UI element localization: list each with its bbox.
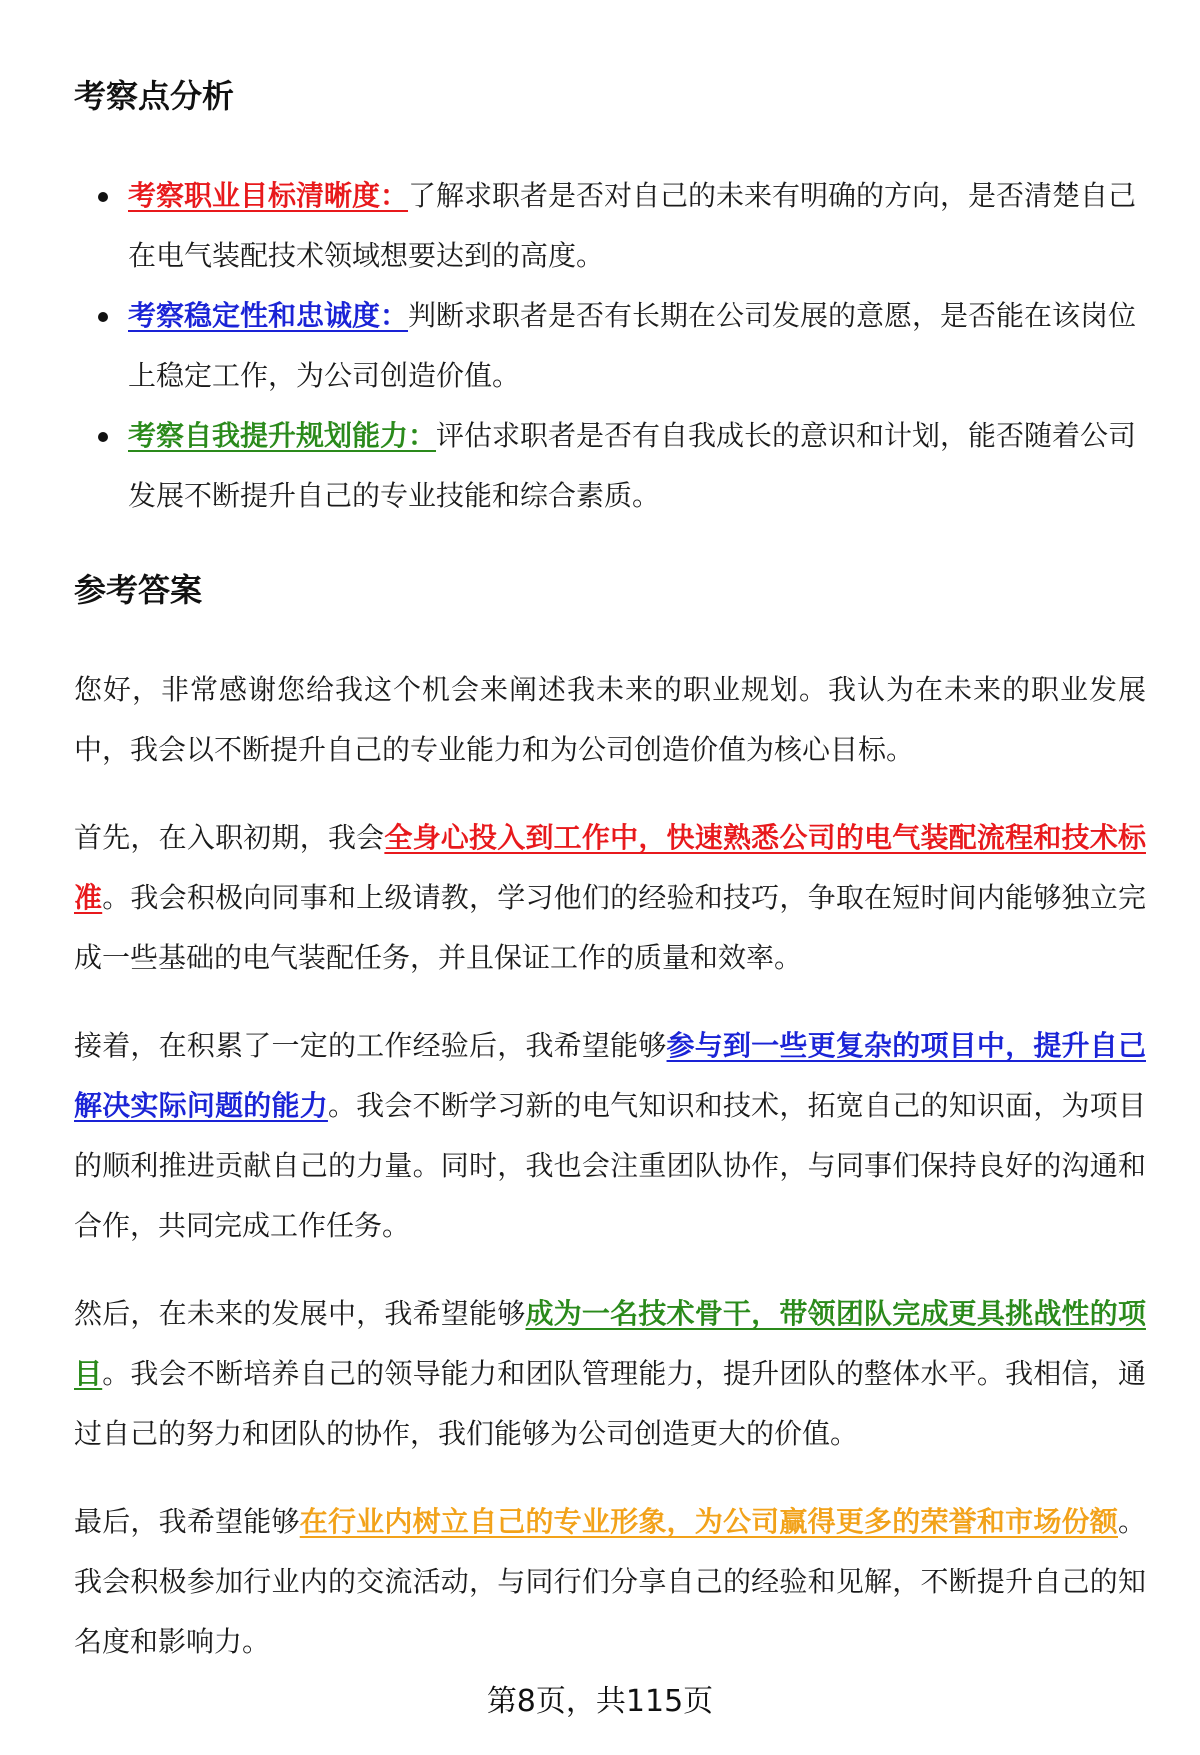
paragraph-text: 您好，非常感谢您给我这个机会来阐述我未来的职业规划。我认为在未来的职业发展中，我会以不断提升自己的专业能力和为公司创造价值为核心目标。 [74,673,1146,766]
bullet-item [74,406,1146,526]
answer-paragraph [74,808,1146,988]
bullet-text: 了解求职者是否对自己的未来有明确的方向，是否清楚自己在电气装配技术领域想要达到的高度。 [128,179,1137,272]
answer-body [74,660,1146,1700]
answer-paragraph [74,1492,1146,1672]
bullet-term: 考察自我提升规划能力： [128,419,437,452]
bullet-term: 考察职业目标清晰度： [128,179,409,212]
bullet-text: 判断求职者是否有长期在公司发展的意愿，是否能在该岗位上稳定工作，为公司创造价值。 [128,299,1137,392]
paragraph-highlight: 成为一名技术骨干，带领团队完成更具挑战性的项目 [74,1297,1146,1390]
paragraph-text: 最后，我希望能够 [74,1505,300,1538]
bullet-dot-icon [98,312,108,322]
section-heading-answer: 参考答案 [74,571,203,609]
paragraph-text: 首先，在入职初期，我会 [74,821,385,854]
paragraph-text: 。我会不断培养自己的领导能力和团队管理能力，提升团队的整体水平。我相信，通过自己的努力和团队的协作，我们能够为公司创造更大的价值。 [74,1357,1146,1450]
paragraph-highlight: 全身心投入到工作中，快速熟悉公司的电气装配流程和技术标准 [74,821,1146,914]
paragraph-text: 。我会不断学习新的电气知识和技术，拓宽自己的知识面，为项目的顺利推进贡献自己的力量。同时，我也会注重团队协作，与同事们保持良好的沟通和合作，共同完成工作任务。 [74,1089,1146,1242]
bullet-item [74,286,1146,406]
paragraph-highlight: 参与到一些更复杂的项目中，提升自己解决实际问题的能力 [74,1029,1146,1122]
analysis-bullet-list [74,166,1146,526]
section-heading-analysis: 考察点分析 [74,77,235,115]
paragraph-text: 接着，在积累了一定的工作经验后，我希望能够 [74,1029,667,1062]
answer-paragraph [74,1284,1146,1464]
bullet-dot-icon [98,432,108,442]
bullet-item [74,166,1146,286]
bullet-term: 考察稳定性和忠诚度： [128,299,409,332]
page-number-footer: 第8页，共115页 [486,1684,714,1719]
paragraph-text: 。我会积极向同事和上级请教，学习他们的经验和技巧，争取在短时间内能够独立完成一些基础的电气装配任务，并且保证工作的质量和效率。 [74,881,1146,974]
bullet-text: 评估求职者是否有自我成长的意识和计划，能否随着公司发展不断提升自己的专业技能和综合素质。 [128,419,1137,512]
paragraph-highlight: 在行业内树立自己的专业形象，为公司赢得更多的荣誉和市场份额 [299,1505,1118,1538]
paragraph-text: 。我会积极参加行业内的交流活动，与同行们分享自己的经验和见解，不断提升自己的知名度和影响力。 [74,1505,1146,1658]
bullet-dot-icon [98,192,108,202]
paragraph-text: 然后，在未来的发展中，我希望能够 [74,1297,526,1330]
answer-paragraph [74,660,1146,780]
answer-paragraph [74,1016,1146,1256]
